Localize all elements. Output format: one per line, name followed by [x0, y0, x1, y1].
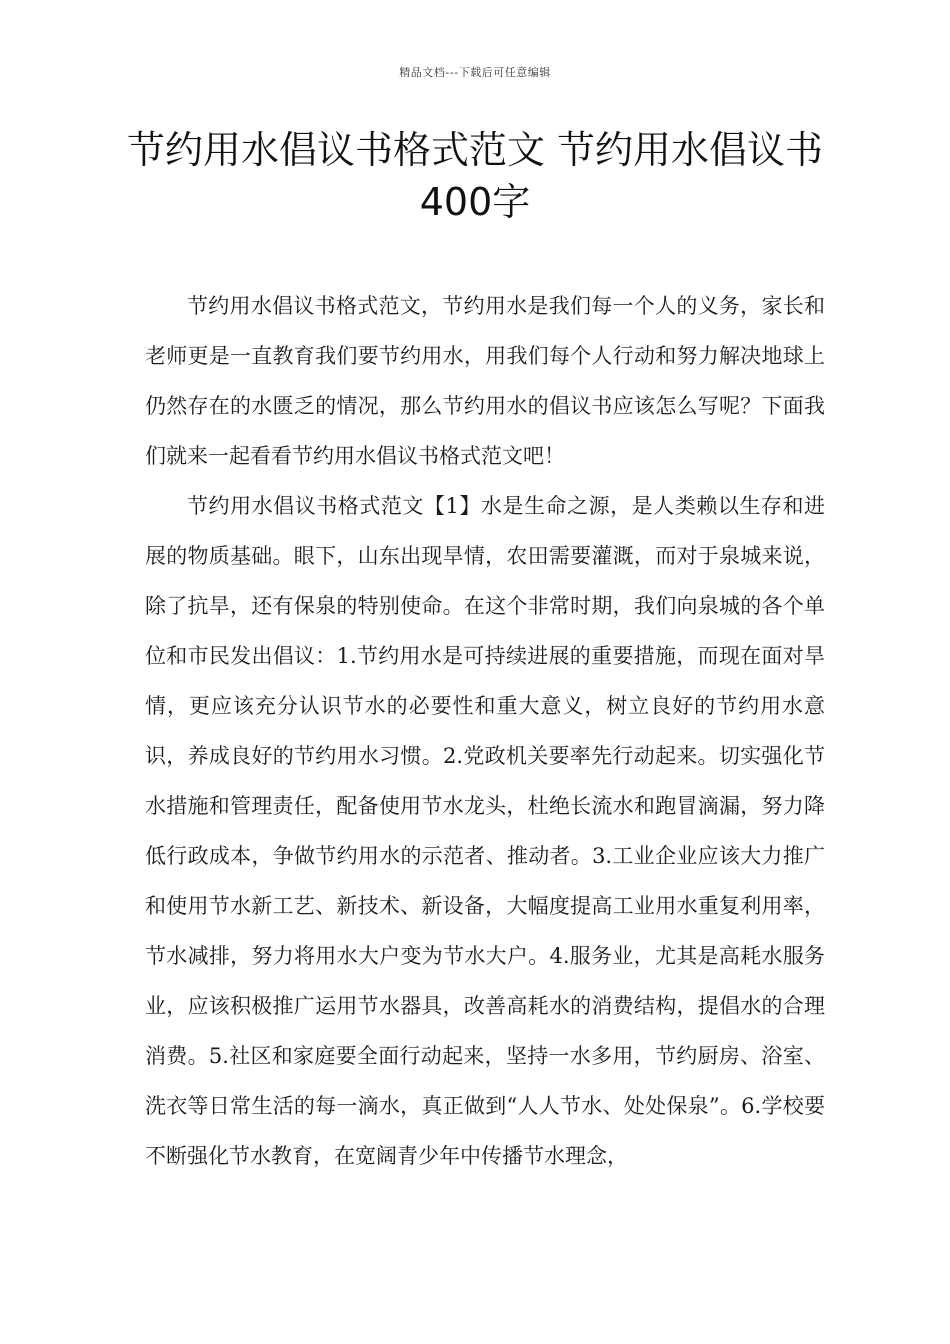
document-body — [145, 281, 825, 1181]
document-title: 节约用水倡议书格式范文 节约用水倡议书400字 — [126, 128, 824, 224]
paragraph-sample-1: 节约用水倡议书格式范文【1】水是生命之源，是人类赖以生存和进展的物质基础。眼下，山东出现旱情，农田需要灌溉，而对于泉城来说，除了抗旱，还有保泉的特别使命。在这个非常时期，我们向泉城的各个单位和市民发出倡议：1.节约用水是可持续进展的重要措施，而现在面对旱情，更应该充分认识节水的必要性和重大意义，树立良好的节约用水意识，养成良好的节约用水习惯。2.党政机关要率先行动起来。切实强化节水措施和管理责任，配备使用节水龙头，杜绝长流水和跑冒滴漏，努力降低行政成本，争做节约用水的示范者、推动者。3.工业企业应该大力推广和使用节水新工艺、新技术、新设备，大幅度提高工业用水重复利用率，节水减排，努力将用水大户变为节水大户。4.服务业，尤其是高耗水服务业，应该积极推广运用节水器具，改善高耗水的消费结构，提倡水的合理消费。5.社区和家庭要全面行动起来，坚持一水多用，节约厨房、浴室、洗衣等日常生活的每一滴水，真正做到“人人节水、处处保泉”。6.学校要不断强化节水教育，在宽阔青少年中传播节水理念， — [145, 494, 825, 1168]
header-note: 精品文档---下载后可任意编辑 — [399, 66, 551, 79]
paragraph-intro: 节约用水倡议书格式范文，节约用水是我们每一个人的义务，家长和老师更是一直教育我们要节约用水，用我们每个人行动和努力解决地球上仍然存在的水匮乏的情况，那么节约用水的倡议书应该怎么写呢？下面我们就来一起看看节约用水倡议书格式范文吧！ — [145, 294, 825, 468]
